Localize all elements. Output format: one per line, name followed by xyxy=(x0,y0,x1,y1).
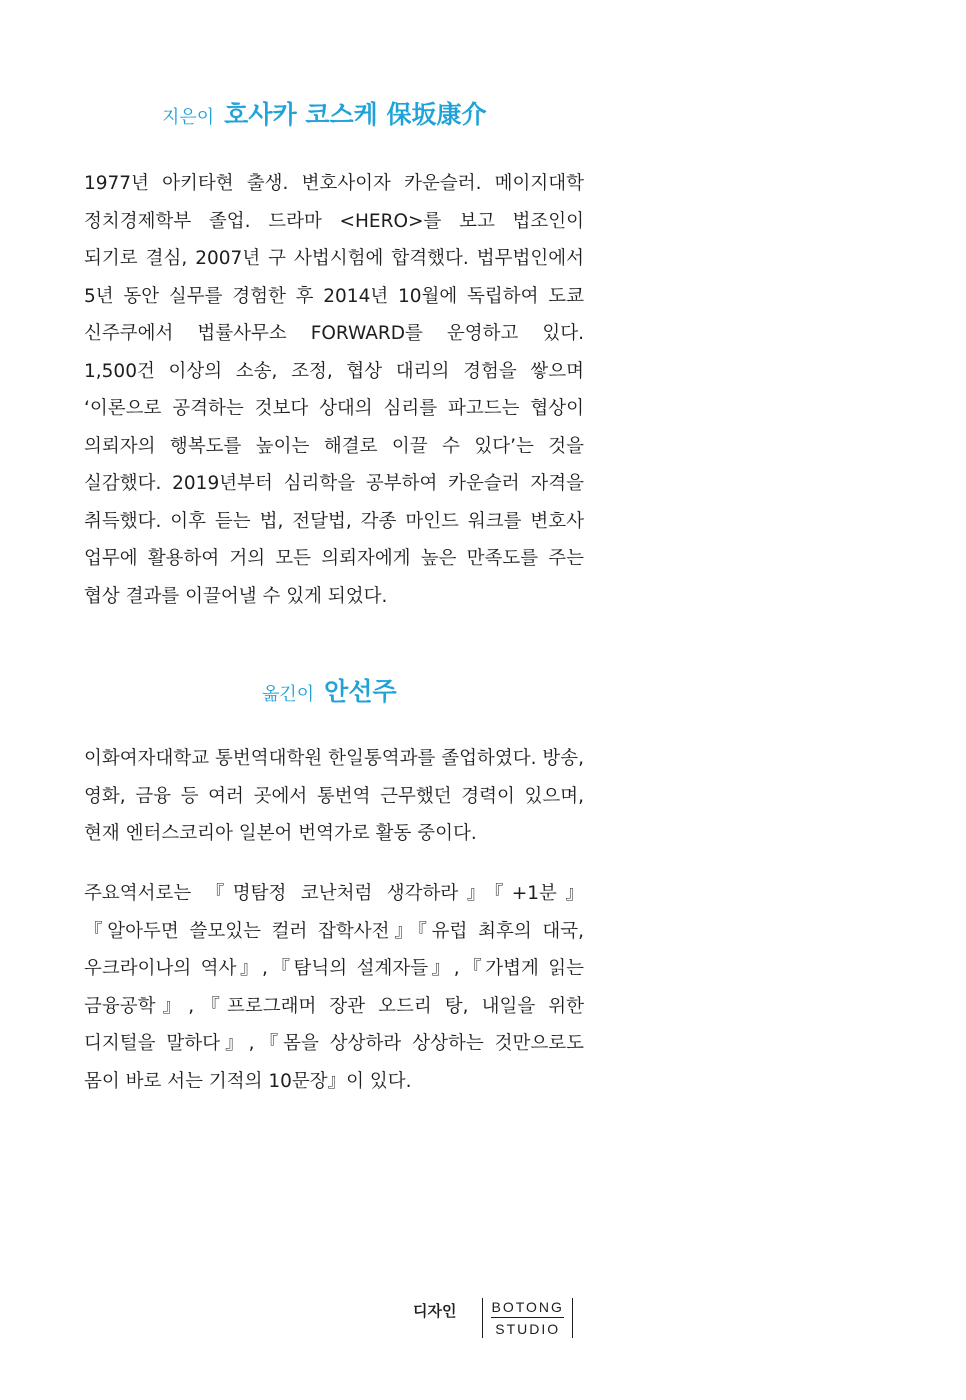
design-credit xyxy=(413,1298,573,1338)
studio-logo-line-2: STUDIO xyxy=(495,1321,561,1338)
author-bio: 1977년 아키타현 출생. 변호사이자 카운슬러. 메이지대학 정치경제학부 졸업. 드라마 <HERO>를 보고 법조인이 되기로 결심, 2007년 구 사법시험에 합격했다. 법무법인에서 5년 동안 실무를 경험한 후 2014년 10월에 독립하여 도쿄 신주쿠에서 법률사무소 FORWARD를 운영하고 있다. 1,500건 이상의 소송, 조정, 협상 대리의 경험을 쌓으며 ‘이론으로 공격하는 것보다 상대의 심리를 파고드는 협상이 의뢰자의 행복도를 높이는 해결로 이끌 수 있다’는 것을 실감했다. 2019년부터 심리학을 공부하여 카운슬러 자격을 취득했다. 이후 듣는 법, 전달법, 각종 마인드 워크를 변호사 업무에 활용하여 거의 모든 의뢰자에게 높은 만족도를 주는 협상 결과를 이끌어낼 수 있게 되었다. xyxy=(84,173,584,607)
author-heading xyxy=(162,95,486,131)
translator-heading xyxy=(262,672,397,708)
translator-role-label: 옮긴이 xyxy=(262,684,315,705)
translator-bio-career: 이화여자대학교 통번역대학원 한일통역과를 졸업하였다. 방송, 영화, 금융 등 여러 곳에서 통번역 근무했던 경력이 있으며, 현재 엔터스코리아 일본어 번역가로 활동 중이다. xyxy=(84,748,584,844)
studio-logo xyxy=(482,1298,572,1338)
author-role-label: 지은이 xyxy=(162,107,215,128)
author-name: 호사카 코스케 保坂康介 xyxy=(224,100,487,129)
translator-bio-works: 주요역서로는 『명탐정 코난처럼 생각하라』『+1분』『알아두면 쓸모있는 컬러 잡학사전』『유럽 최후의 대국, 우크라이나의 역사』,『탐닉의 설계자들』,『가볍게 읽는 금융공학』,『프로그래머 장관 오드리 탕, 내일을 위한 디지털을 말하다』,『몸을 상상하라 상상하는 것만으로도 몸이 바로 서는 기적의 10문장』이 있다. xyxy=(84,883,584,1092)
studio-logo-line-1: BOTONG xyxy=(491,1299,564,1315)
studio-logo-divider xyxy=(491,1317,563,1318)
design-credit-label: 디자인 xyxy=(413,1302,457,1320)
translator-name: 안선주 xyxy=(324,677,397,706)
